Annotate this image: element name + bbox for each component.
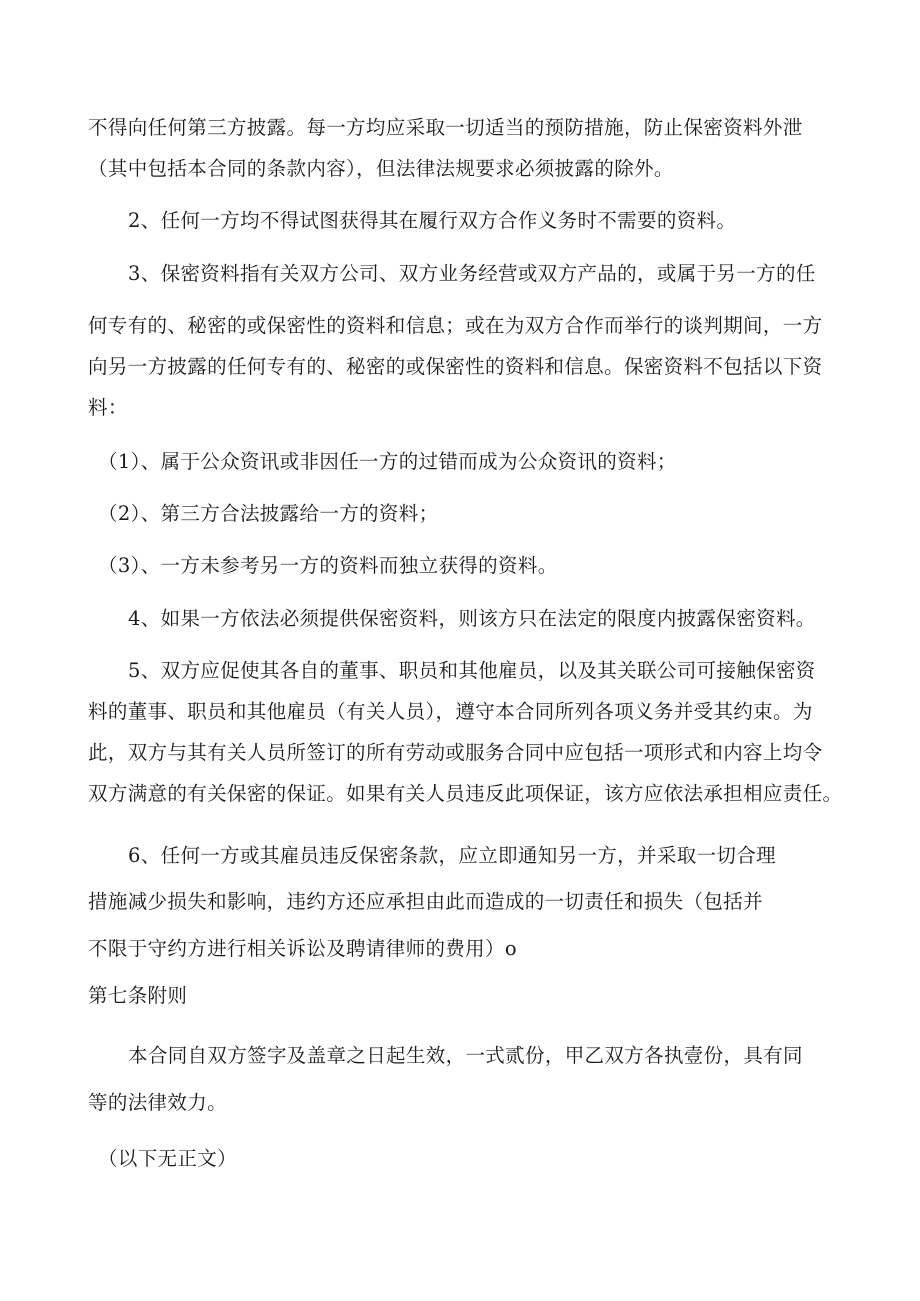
text-line-8: （1）、属于公众资讯或非因任一方的过错而成为公众资讯的资料； [98, 450, 677, 473]
text-line-6: 向另一方披露的任何专有的、秘密的或保密性的资料和信息。保密资料不包括以下资 [88, 355, 823, 378]
text-line-16: 6、任何一方或其雇员违反保密条款，应立即通知另一方，并采取一切合理 [128, 844, 776, 867]
section-heading: 第七条附则 [88, 984, 188, 1007]
text-line-1: 不得向任何第三方披露。每一方均应采取一切适当的预防措施，防止保密资料外泄 [88, 116, 803, 139]
text-line-13: 料的董事、职员和其他雇员（有关人员），遵守本合同所列各项义务并受其约束。为 [88, 700, 813, 723]
end-note: （以下无正文） [98, 1147, 237, 1170]
text-line-7: 料： [88, 396, 128, 419]
text-line-14: 此，双方与其有关人员所签订的所有劳动或服务合同中应包括一项形式和内容上均令 [88, 741, 823, 764]
text-line-20: 本合同自双方签字及盖章之日起生效，一式贰份，甲乙双方各执壹份，具有同 [128, 1044, 803, 1067]
text-line-15: 双方满意的有关保密的保证。如果有关人员违反此项保证，该方应依法承担相应责任。 [88, 782, 843, 805]
text-line-21: 等的法律效力。 [88, 1091, 227, 1114]
text-line-3: 2、任何一方均不得试图获得其在履行双方合作义务时不需要的资料。 [128, 209, 737, 232]
text-line-11: 4、如果一方依法必须提供保密资料，则该方只在法定的限度内披露保密资料。 [128, 607, 816, 630]
text-line-17: 措施减少损失和影响，违约方还应承担由此而造成的一切责任和损失（包括并 [88, 890, 763, 913]
text-line-10: （3）、一方未参考另一方的资料而独立获得的资料。 [98, 554, 558, 577]
text-line-4: 3、保密资料指有关双方公司、双方业务经营或双方产品的，或属于另一方的任 [128, 262, 816, 285]
text-line-2: （其中包括本合同的条款内容），但法律法规要求必须披露的除外。 [88, 157, 674, 180]
text-line-9: （2）、第三方合法披露给一方的资料； [98, 502, 439, 525]
text-line-12: 5、双方应促使其各自的董事、职员和其他雇员，以及其关联公司可接触保密资 [128, 659, 816, 682]
text-line-18: 不限于守约方进行相关诉讼及聘请律师的费用）o [88, 937, 517, 960]
text-line-5: 何专有的、秘密的或保密性的资料和信息；或在为双方合作而举行的谈判期间，一方 [88, 314, 823, 337]
